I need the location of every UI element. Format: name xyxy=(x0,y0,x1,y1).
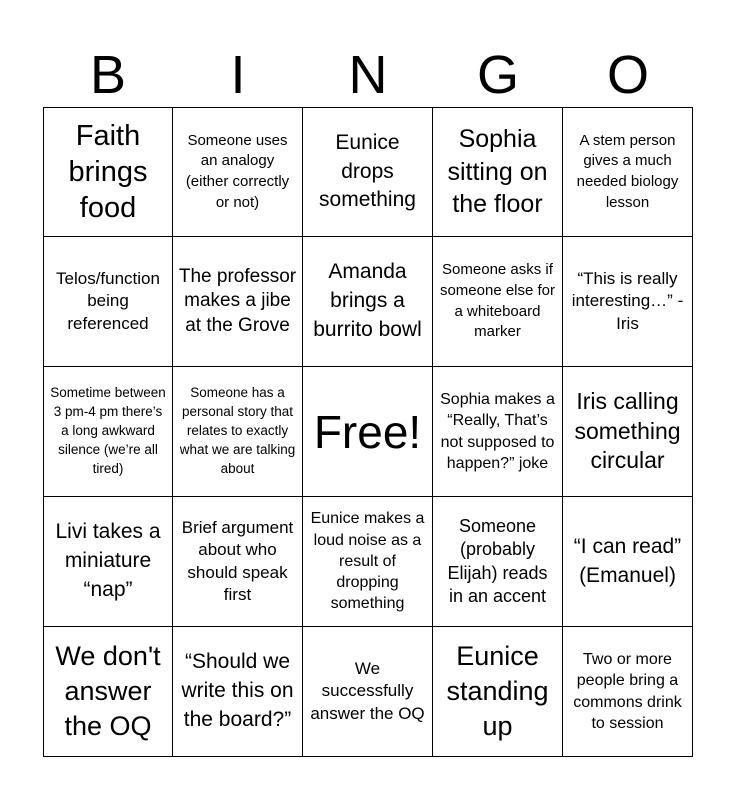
cell-text: The professor makes a jibe at the Grove xyxy=(178,266,297,336)
bingo-cell[interactable] xyxy=(43,367,173,497)
bingo-cell[interactable] xyxy=(173,497,303,627)
bingo-cell[interactable] xyxy=(563,627,693,757)
bingo-cell[interactable] xyxy=(563,367,693,497)
bingo-cell[interactable] xyxy=(433,237,563,367)
cell-text: Iris calling something circular xyxy=(574,388,681,474)
bingo-cell[interactable] xyxy=(303,237,433,367)
cell-text: Sophia makes a “Really, That’s not supposed to happen?” joke xyxy=(440,390,555,472)
cell-text: Brief argument about who should speak first xyxy=(181,518,294,604)
bingo-cell[interactable] xyxy=(433,107,563,237)
cell-text: Sophia sitting on the floor xyxy=(447,125,548,219)
cell-text: Livi takes a miniature “nap” xyxy=(55,520,161,601)
header-letter-i: I xyxy=(230,45,246,105)
cell-text: “This is really interesting…” - Iris xyxy=(571,269,684,333)
cell-text: Faith brings food xyxy=(68,119,148,225)
bingo-cell[interactable] xyxy=(563,497,693,627)
bingo-header xyxy=(43,42,693,108)
cell-text: Someone has a personal story that relates to exactly what we are talking about xyxy=(179,385,296,476)
bingo-cell[interactable] xyxy=(563,237,693,367)
bingo-cell[interactable] xyxy=(303,497,433,627)
bingo-board xyxy=(43,107,693,757)
cell-text: Amanda brings a burrito bowl xyxy=(313,260,422,341)
cell-text: A stem person gives a much needed biology lesson xyxy=(576,131,679,211)
bingo-cell[interactable] xyxy=(43,107,173,237)
cell-text: “Should we write this on the board?” xyxy=(181,650,294,731)
bingo-cell[interactable] xyxy=(303,107,433,237)
header-letter-n: N xyxy=(348,45,388,105)
bingo-cell[interactable] xyxy=(433,367,563,497)
cell-text: Two or more people bring a commons drink to session xyxy=(573,650,682,732)
bingo-cell[interactable] xyxy=(43,237,173,367)
bingo-cell[interactable] xyxy=(433,627,563,757)
bingo-cell[interactable] xyxy=(43,497,173,627)
bingo-cell[interactable] xyxy=(43,627,173,757)
cell-text: Eunice drops something xyxy=(319,130,416,212)
cell-text: Eunice standing up xyxy=(446,640,549,742)
header-letter-o: O xyxy=(606,45,649,105)
bingo-cell[interactable] xyxy=(563,107,693,237)
cell-text: We successfully answer the OQ xyxy=(310,659,425,723)
header-letter-g: G xyxy=(476,45,519,105)
header-letter-b: B xyxy=(89,45,127,105)
cell-text: Someone uses an analogy (either correctly or not) xyxy=(185,131,290,211)
bingo-cell[interactable] xyxy=(433,497,563,627)
bingo-cell[interactable] xyxy=(173,107,303,237)
free-space-text: Free! xyxy=(313,405,422,458)
free-space-cell[interactable] xyxy=(303,367,433,497)
cell-text: Sometime between 3 pm-4 pm there’s a long awkward silence (we’re all tired) xyxy=(50,385,166,476)
cell-text: We don't answer the OQ xyxy=(55,640,161,742)
cell-text: Someone (probably Elijah) reads in an accent xyxy=(447,515,548,606)
bingo-cell[interactable] xyxy=(173,237,303,367)
cell-text: Eunice makes a loud noise as a result of dropping something xyxy=(310,510,425,613)
bingo-cell[interactable] xyxy=(173,367,303,497)
bingo-cell[interactable] xyxy=(303,627,433,757)
cell-text: Telos/function being referenced xyxy=(56,269,160,333)
bingo-cell[interactable] xyxy=(173,627,303,757)
cell-text: “I can read” (Emanuel) xyxy=(573,534,682,587)
cell-text: Someone asks if someone else for a whiteboard marker xyxy=(439,261,556,341)
